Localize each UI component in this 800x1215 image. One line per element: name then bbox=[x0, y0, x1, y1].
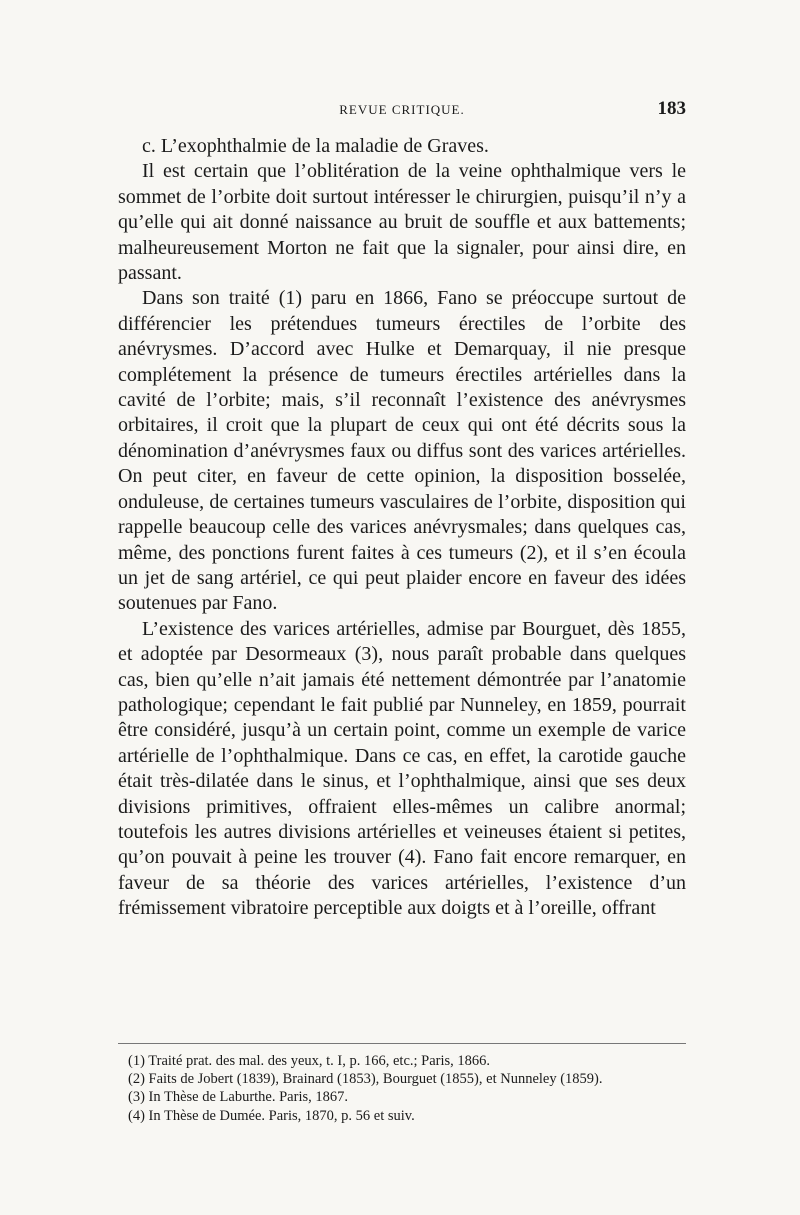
paragraph: Dans son traité (1) paru en 1866, Fano se préoccupe surtout de différencier les prétendues tumeurs érectiles de l’orbite des anévrysmes. D’accord avec Hulke et Demarquay, il nie presque complétement la présence de tumeurs érectiles artérielles dans la cavité de l’orbite; mais, s’il reconnaît l’existence des anévrysmes orbitaires, il croit que la plupart de ceux qui ont été décrits sous la dénomination d’anévrysmes faux ou diffus sont des varices artérielles. On peut citer, en faveur de cette opinion, la disposition bosselée, onduleuse, de certaines tumeurs vasculaires de l’orbite, disposition qui rappelle beaucoup celle des varices anévrysmales; dans quelques cas, même, des ponctions furent faites à ces tumeurs (2), et il s’en écoula un jet de sang artériel, ce qui peut plaider encore en faveur des idées soutenues par Fano. bbox=[118, 287, 686, 615]
footnote: (1) Traité prat. des mal. des yeux, t. I, p. 166, etc.; Paris, 1866. bbox=[128, 1053, 491, 1069]
footnote-divider bbox=[118, 1043, 686, 1044]
section-title: c. L’exophthalmie de la maladie de Graves. bbox=[142, 135, 489, 157]
page-header bbox=[118, 98, 686, 124]
footnote: (3) In Thèse de Laburthe. Paris, 1867. bbox=[128, 1089, 348, 1106]
page-number: 183 bbox=[657, 98, 686, 119]
body-text bbox=[118, 134, 686, 922]
footnotes bbox=[122, 1052, 686, 1125]
paragraph: Il est certain que l’oblitération de la veine ophthalmique vers le sommet de l’orbite doit surtout intéresser le chirurgien, puisqu’il n’y a qu’elle qui ait donné naissance au bruit de souffle et aux battements; malheureusement Morton ne fait que la signaler, pour ainsi dire, en passant. bbox=[118, 160, 686, 285]
paragraph: L’existence des varices artérielles, admise par Bourguet, dès 1855, et adoptée par Desormeaux (3), nous paraît probable dans quelques cas, bien qu’elle n’ait jamais été nettement démontrée par l’anatomie pathologique; cependant le fait publié par Nunneley, en 1859, pourrait être considéré, jusqu’à un certain point, comme un exemple de varice artérielle de l’ophthalmique. Dans ce cas, en effet, la carotide gauche était très-dilatée dans le sinus, et l’ophthalmique, ainsi que ses deux divisions primitives, offraient elles-mêmes un calibre anormal; toutefois les autres divisions artérielles et veineuses étaient si petites, qu’on pouvait à peine les trouver (4). Fano fait encore remarquer, en faveur de sa théorie des varices artérielles, l’existence d’un frémissement vibratoire perceptible aux doigts et à l’oreille, offrant bbox=[118, 617, 686, 920]
running-title: REVUE CRITIQUE. bbox=[339, 102, 465, 117]
footnote: (2) Faits de Jobert (1839), Brainard (1853), Bourguet (1855), et Nunneley (1859). bbox=[128, 1071, 603, 1088]
footnote: (4) In Thèse de Dumée. Paris, 1870, p. 56 et suiv. bbox=[128, 1107, 415, 1124]
